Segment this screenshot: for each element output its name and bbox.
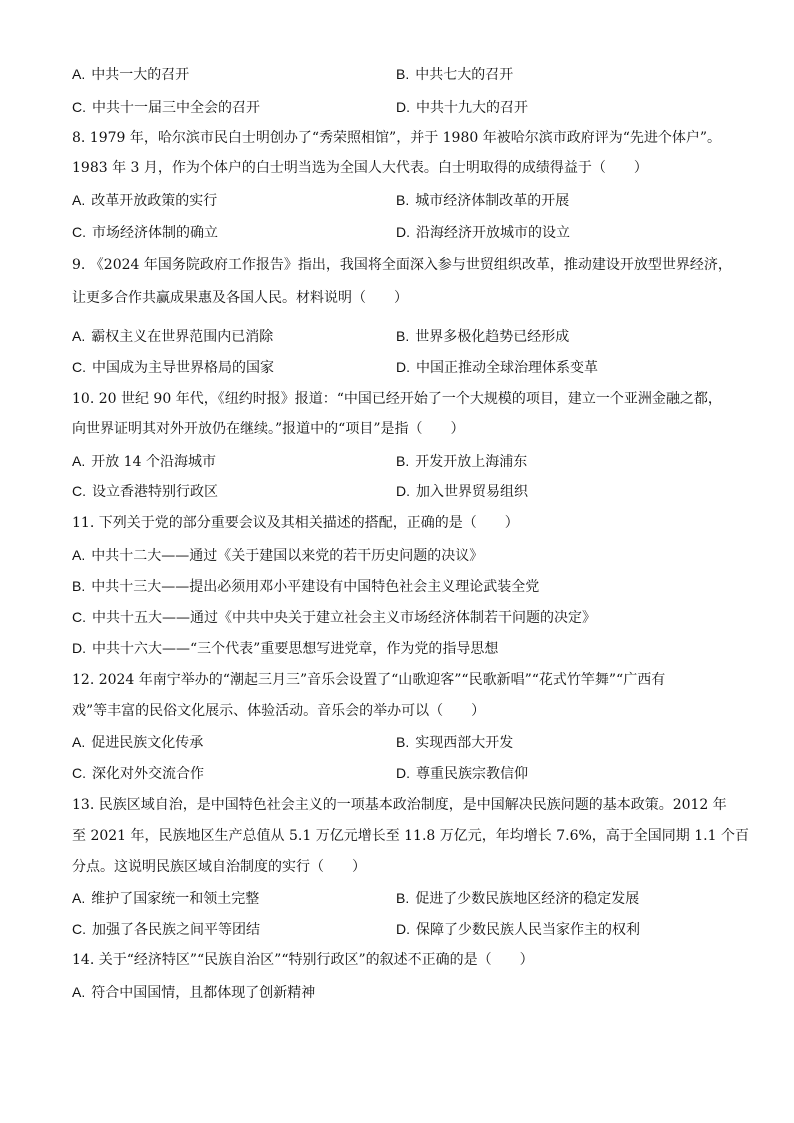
option-12a	[72, 732, 203, 752]
option-letter: B.	[396, 890, 410, 906]
option-12b	[396, 732, 513, 752]
option-letter: B.	[396, 328, 410, 344]
option-11b	[72, 576, 539, 596]
question-12-stem-line-2: 戏”等丰富的民俗文化展示、体验活动。音乐会的举办可以（ ）	[72, 703, 486, 719]
option-text: 实现西部大开发	[415, 735, 514, 751]
option-text: 中共十五大——通过《中共中央关于建立社会主义市场经济体制若干问题的决定》	[92, 610, 596, 626]
option-letter: D.	[396, 359, 410, 375]
option-text: 中国成为主导世界格局的国家	[92, 360, 274, 376]
option-9c	[72, 357, 274, 377]
option-12d	[396, 763, 528, 783]
option-13d	[396, 919, 640, 939]
option-10a	[72, 451, 216, 471]
option-8a	[72, 190, 217, 210]
option-text: 世界多极化趋势已经形成	[415, 329, 570, 345]
question-9-stem-line-1: 9. 《2024 年国务院政府工作报告》指出，我国将全面深入参与世贸组织改革，推动建设开放型世界经济，	[72, 257, 732, 273]
option-text: 尊重民族宗教信仰	[416, 766, 528, 782]
option-letter: C.	[72, 99, 86, 115]
option-letter: A.	[72, 192, 86, 208]
option-letter: B.	[72, 578, 86, 594]
option-text: 中共十九大的召开	[416, 100, 528, 116]
option-text: 设立香港特别行政区	[92, 484, 218, 500]
option-letter: A.	[72, 547, 86, 563]
option-letter: C.	[72, 359, 86, 375]
option-text: 促进了少数民族地区经济的稳定发展	[415, 891, 640, 907]
option-7c	[72, 97, 260, 117]
option-8c	[72, 222, 218, 242]
option-letter: B.	[396, 66, 410, 82]
option-letter: D.	[396, 99, 410, 115]
option-10d	[396, 481, 528, 501]
option-text: 中共十二大——通过《关于建国以来党的若干历史问题的决议》	[91, 548, 484, 564]
option-13c	[72, 919, 260, 939]
option-letter: B.	[396, 192, 410, 208]
option-11a	[72, 545, 483, 565]
question-13-stem-line-3: 分点。这说明民族区域自治制度的实行（ ）	[72, 859, 366, 875]
option-7a	[72, 64, 189, 84]
option-text: 中共一大的召开	[91, 67, 190, 83]
option-8b	[396, 190, 569, 210]
option-letter: C.	[72, 483, 86, 499]
option-8d	[396, 222, 570, 242]
option-text: 中共十六大——“三个代表”重要思想写进党章，作为党的指导思想	[92, 641, 499, 657]
option-letter: B.	[396, 453, 410, 469]
option-text: 中共十一届三中全会的召开	[92, 100, 260, 116]
option-letter: D.	[396, 765, 410, 781]
option-7b	[396, 64, 513, 84]
option-11d	[72, 638, 498, 658]
option-text: 中共十三大——提出必须用邓小平建设有中国特色社会主义理论武装全党	[91, 579, 540, 595]
option-letter: D.	[396, 483, 410, 499]
option-text: 改革开放政策的实行	[91, 193, 218, 209]
question-8-stem-line-2: 1983 年 3 月，作为个体户的白士明当选为全国人大代表。白士明取得的成绩得益于（ ）	[72, 160, 648, 176]
option-text: 维护了国家统一和领土完整	[91, 891, 260, 907]
option-13b	[396, 888, 639, 908]
option-9a	[72, 326, 273, 346]
option-12c	[72, 763, 204, 783]
option-text: 促进民族文化传承	[91, 735, 204, 751]
option-text: 开放 14 个沿海城市	[91, 454, 216, 470]
option-text: 开发开放上海浦东	[415, 454, 528, 470]
option-14a	[72, 982, 315, 1002]
option-text: 城市经济体制改革的开展	[415, 193, 570, 209]
option-10c	[72, 481, 218, 501]
option-letter: D.	[72, 640, 86, 656]
option-letter: A.	[72, 328, 86, 344]
option-9d	[396, 357, 598, 377]
option-letter: A.	[72, 453, 86, 469]
question-11-stem-line-1: 11. 下列关于党的部分重要会议及其相关描述的搭配，正确的是（ ）	[72, 515, 519, 531]
option-letter: A.	[72, 734, 86, 750]
option-10b	[396, 451, 527, 471]
question-10-stem-line-2: 向世界证明其对外开放仍在继续。”报道中的“项目”是指（ ）	[72, 421, 465, 437]
option-letter: A.	[72, 890, 86, 906]
option-7d	[396, 97, 528, 117]
option-text: 市场经济体制的确立	[92, 225, 218, 241]
question-13-stem-line-2: 至 2021 年，民族地区生产总值从 5.1 万亿元增长至 11.8 万亿元，年均增长 7.6%，高于全国同期 1.1 个百	[72, 828, 749, 844]
option-text: 沿海经济开放城市的设立	[416, 225, 570, 241]
question-13-stem-line-1: 13. 民族区域自治，是中国特色社会主义的一项基本政治制度，是中国解决民族问题的基本政策。2012 年	[72, 797, 727, 813]
option-text: 加入世界贸易组织	[416, 484, 528, 500]
question-10-stem-line-1: 10. 20 世纪 90 年代，《纽约时报》报道：“中国已经开始了一个大规模的项目，建立一个亚洲金融之都，	[72, 391, 722, 407]
option-11c	[72, 607, 596, 627]
option-letter: C.	[72, 921, 86, 937]
option-text: 保障了少数民族人民当家作主的权利	[416, 922, 640, 938]
option-text: 深化对外交流合作	[92, 766, 204, 782]
option-letter: C.	[72, 765, 86, 781]
option-letter: B.	[396, 734, 410, 750]
question-9-stem-line-2: 让更多合作共赢成果惠及各国人民。材料说明（ ）	[72, 290, 408, 306]
option-letter: C.	[72, 224, 86, 240]
question-12-stem-line-1: 12. 2024 年南宁举办的“潮起三月三”音乐会设置了“山歌迎客”“民歌新唱”“花式竹竿舞”“广西有	[72, 672, 666, 688]
option-letter: A.	[72, 984, 86, 1000]
option-text: 霸权主义在世界范围内已消除	[91, 329, 274, 345]
option-letter: D.	[396, 921, 410, 937]
option-text: 加强了各民族之间平等团结	[92, 922, 260, 938]
option-letter: A.	[72, 66, 86, 82]
option-13a	[72, 888, 259, 908]
question-8-stem-line-1: 8. 1979 年，哈尔滨市民白士明创办了“秀荣照相馆”，并于 1980 年被哈尔滨市政府评为“先进个体户”。	[72, 130, 722, 146]
option-letter: C.	[72, 609, 86, 625]
option-text: 符合中国国情，且都体现了创新精神	[91, 985, 316, 1001]
option-text: 中共七大的召开	[415, 67, 514, 83]
option-9b	[396, 326, 569, 346]
option-text: 中国正推动全球治理体系变革	[416, 360, 598, 376]
question-14-stem-line-1: 14. 关于“经济特区”“民族自治区”“特别行政区”的叙述不正确的是（ ）	[72, 952, 534, 968]
option-letter: D.	[396, 224, 410, 240]
